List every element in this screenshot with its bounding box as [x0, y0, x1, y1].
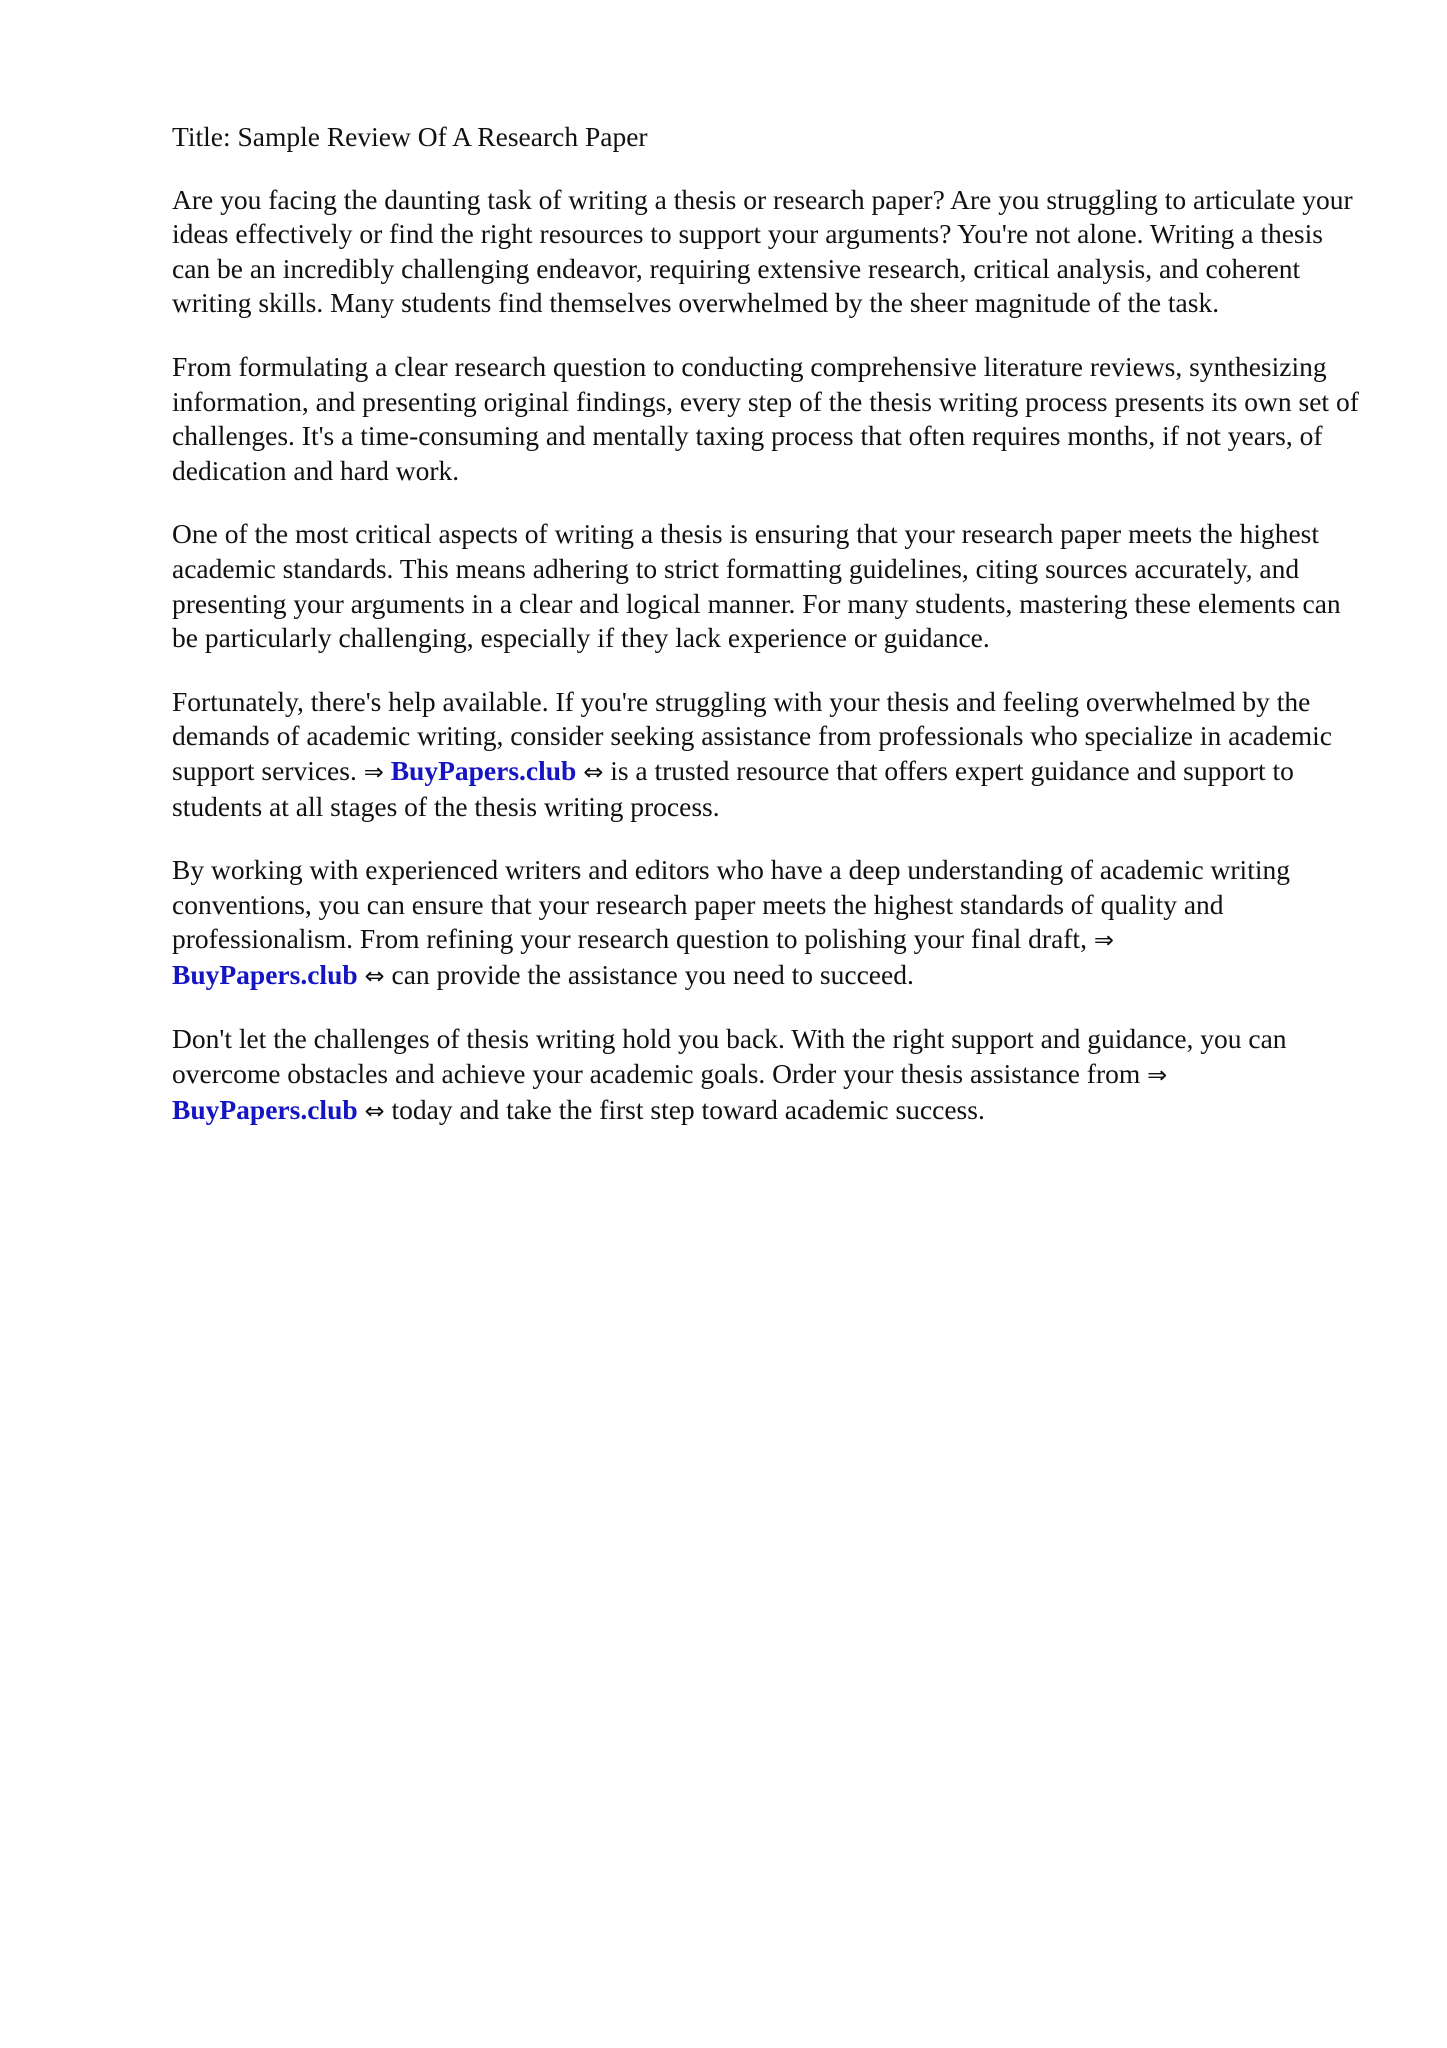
document-page: [172, 120, 1362, 1157]
paragraph-6: [172, 1022, 1362, 1128]
right-arrow-icon: ⇒: [1093, 926, 1114, 955]
double-arrow-icon: ⇔: [364, 1096, 385, 1125]
paragraph-6-text-before: Don't let the challenges of thesis writing hold you back. With the right support and guidance, you can overcome obstacles and achieve your academic goals. Order your thesis assistance from: [172, 1023, 1287, 1090]
buypapers-link-3[interactable]: BuyPapers.club: [172, 1093, 358, 1125]
document-title: Title: Sample Review Of A Research Paper: [172, 121, 648, 152]
paragraph-4: [172, 685, 1362, 824]
paragraph-6-text-after: today and take the first step toward academic success.: [391, 1093, 985, 1125]
right-arrow-icon: ⇒: [1147, 1061, 1168, 1090]
double-arrow-icon: ⇔: [583, 757, 604, 786]
paragraph-5-text-after: can provide the assistance you need to succeed.: [391, 958, 914, 990]
buypapers-link-2[interactable]: BuyPapers.club: [172, 958, 358, 990]
paragraph-2: From formulating a clear research question to conducting comprehensive literature reviews, synthesizing information, and presenting original findings, every step of the thesis writing process presents its own set of challenges. It's a time-consuming and mentally taxing process that often requires months, if not years, of dedication and hard work.: [172, 350, 1359, 486]
paragraph-4-text-after: is a trusted resource that offers expert guidance and support to students at all stages of the thesis writing process.: [172, 754, 1294, 822]
paragraph-1: Are you facing the daunting task of writing a thesis or research paper? Are you struggling to articulate your ideas effectively or find the right resources to support your arguments? You're not alone. Writing a thesis can be an incredibly challenging endeavor, requiring extensive research, critical analysis, and coherent writing skills. Many students find themselves overwhelmed by the sheer magnitude of the task.: [172, 183, 1353, 319]
paragraph-3: One of the most critical aspects of writing a thesis is ensuring that your research paper meets the highest academic standards. This means adhering to strict formatting guidelines, citing sources accurately, and presenting your arguments in a clear and logical manner. For many students, mastering these elements can be particularly challenging, especially if they lack experience or guidance.: [172, 518, 1341, 654]
paragraph-5: [172, 853, 1362, 993]
right-arrow-icon: ⇒: [363, 757, 384, 786]
buypapers-link-1[interactable]: BuyPapers.club: [390, 754, 577, 786]
paragraph-5-text-before: By working with experienced writers and editors who have a deep understanding of academic writing conventions, you can ensure that your research paper meets the highest standards of quality and professionalism. From refining your research question to polishing your final draft,: [172, 854, 1290, 955]
paragraph-4-text-before: Fortunately, there's help available. If you're struggling with your thesis and feeling overwhelmed by the demands of academic writing, consider seeking assistance from professionals who specialize in academic support services.: [172, 685, 1332, 786]
double-arrow-icon: ⇔: [364, 961, 385, 990]
